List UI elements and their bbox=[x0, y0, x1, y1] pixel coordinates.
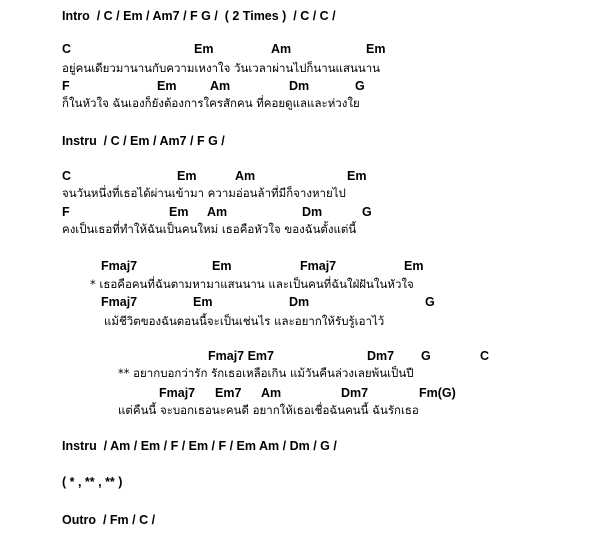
chord: Fmaj7 bbox=[101, 295, 138, 309]
chord: Em bbox=[404, 259, 424, 273]
chord: Fmaj7 bbox=[101, 259, 138, 273]
chord: Em bbox=[177, 169, 197, 183]
chord: F bbox=[62, 79, 70, 93]
lyric-line: จนวันหนึ่งที่เธอได้ผ่านเข้ามา ความอ่อนล้าที่มีก็จางหายไป bbox=[62, 186, 346, 200]
chord: Em bbox=[347, 169, 367, 183]
chord: C bbox=[480, 349, 490, 363]
instrumental-line: Instru / C / Em / Am7 / F G / bbox=[62, 134, 225, 148]
chord: Em bbox=[194, 42, 214, 56]
chord: G bbox=[421, 349, 431, 363]
repeat-line: ( * , ** , ** ) bbox=[62, 475, 123, 489]
chord: Fmaj7 Em7 bbox=[208, 349, 275, 363]
chord: C bbox=[62, 42, 72, 56]
chord: Dm bbox=[289, 79, 310, 93]
chord: Em bbox=[157, 79, 177, 93]
chord: G bbox=[362, 205, 372, 219]
lyric-line: * เธอคือคนที่ฉันตามหามาแสนนาน และเป็นคนที่ฉันใฝ่ฝันในหัวใจ bbox=[90, 277, 414, 291]
outro-line: Outro / Fm / C / bbox=[62, 513, 156, 527]
lyric-line: แม้ชีวิตของฉันตอนนี้จะเป็นเช่นไร และอยากให้รับรู้เอาไว้ bbox=[104, 314, 385, 328]
chord: Dm7 bbox=[367, 349, 395, 363]
lyric-line: แต่คืนนี้ จะบอกเธอนะคนดี อยากให้เธอเชื่อฉันคนนี้ ฉันรักเธอ bbox=[118, 403, 419, 417]
lyric-line: อยู่คนเดียวมานานกับความเหงาใจ วันเวลาผ่านไปก็นานแสนนาน bbox=[62, 61, 381, 75]
lyric-line: ก็ในหัวใจ ฉันเองก็ยังต้องการใครสักคน ที่คอยดูแลและห่วงใย bbox=[62, 96, 360, 110]
chord: Em bbox=[366, 42, 386, 56]
chord: Am bbox=[235, 169, 256, 183]
chord: Em7 bbox=[215, 386, 242, 400]
chord: Fmaj7 bbox=[300, 259, 337, 273]
lyric-line: ** อยากบอกว่ารัก รักเธอเหลือเกิน แม้วันคืนล่วงเลยพ้นเป็นปี bbox=[118, 366, 414, 380]
chord: F bbox=[62, 205, 70, 219]
chord: Am bbox=[271, 42, 292, 56]
chord: Em bbox=[193, 295, 213, 309]
chord: Fm(G) bbox=[419, 386, 456, 400]
chord: C bbox=[62, 169, 72, 183]
chord: Am bbox=[261, 386, 282, 400]
chord: Em bbox=[169, 205, 189, 219]
chord: Dm bbox=[289, 295, 310, 309]
chord: Am bbox=[210, 79, 231, 93]
instrumental-line: Instru / Am / Em / F / Em / F / Em Am / Dm / G / bbox=[62, 439, 337, 453]
chord: Em bbox=[212, 259, 232, 273]
chord: G bbox=[425, 295, 435, 309]
chord: Dm7 bbox=[341, 386, 369, 400]
chord: Fmaj7 bbox=[159, 386, 196, 400]
intro-line: Intro / C / Em / Am7 / F G / ( 2 Times ) / C / C / bbox=[62, 9, 336, 23]
chord: Dm bbox=[302, 205, 323, 219]
chord: Am bbox=[207, 205, 228, 219]
lyric-line: คงเป็นเธอที่ทำให้ฉันเป็นคนใหม่ เธอคือหัวใจ ของฉันตั้งแต่นี้ bbox=[62, 222, 357, 236]
chord: G bbox=[355, 79, 365, 93]
